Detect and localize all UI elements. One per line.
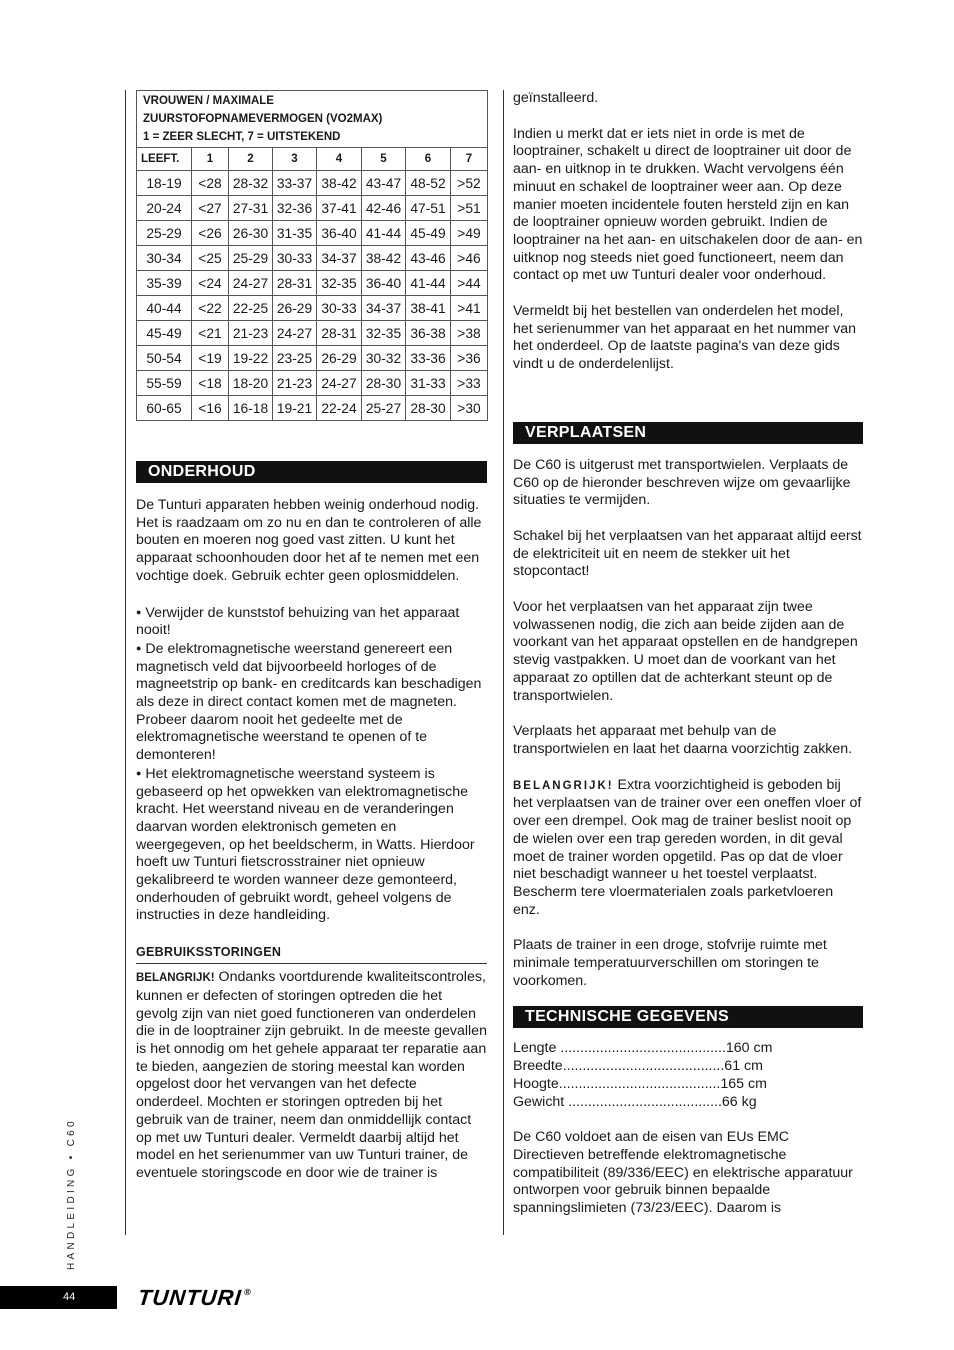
- value-cell: 30-33: [317, 296, 362, 321]
- column-divider-right: [503, 90, 504, 1235]
- onderhoud-intro-2: apparaat schoonhouden door het af te nemen met een vochtige doek. Gebruik echter geen oplosmiddelen.: [136, 550, 480, 584]
- value-cell: 47-51: [406, 196, 451, 221]
- verplaatsen-p1: De C60 is uitgerust met transportwielen. Verplaats de C60 op de hieronder beschreven wijze om gevaarlijke situaties te vermijden.: [513, 456, 851, 509]
- continued-text: geïnstalleerd.: [513, 90, 599, 106]
- value-cell: >33: [451, 371, 488, 396]
- value-cell: >49: [451, 221, 488, 246]
- value-cell: 34-37: [362, 296, 406, 321]
- verplaatsen-p2: Schakel bij het verplaatsen van het apparaat altijd eerst de elektriciteit uit en neem de stekker uit het stopcontact!: [513, 527, 862, 580]
- bullet-icon: ●: [136, 642, 142, 653]
- column-header: 1: [192, 148, 229, 171]
- value-cell: 31-35: [273, 221, 317, 246]
- value-cell: 41-44: [362, 221, 406, 246]
- table-header: VROUWEN / MAXIMALE ZUURSTOFOPNAMEVERMOGEN (VO2MAX) 1 = ZEER SLECHT, 7 = UITSTEKEND: [137, 91, 488, 148]
- column-header: 3: [273, 148, 317, 171]
- onderhoud-intro-1: De Tunturi apparaten hebben weinig onderhoud nodig. Het is raadzaam om zo nu en dan te controleren of alle bouten en moeren nog goed vast zitten. U kunt het: [136, 497, 482, 549]
- table-body: [137, 171, 488, 421]
- left-column: [136, 90, 487, 1183]
- value-cell: 23-25: [273, 346, 317, 371]
- verplaatsen-p5: BELANGRIJK! Extra voorzichtigheid is geboden bij het verplaatsen van de trainer over een oneffen vloer of over een drempel. Ook mag de trainer beslist nooit op de wielen over een trap gereden worden, in dit geval moet de trainer worden opgetild. Pas op dat de vloer niet beschadigt wanneer u het toestel verplaatst. Bescherm tere vloermaterialen zoals parketvloeren enz.: [513, 776, 862, 918]
- age-cell: 60-65: [137, 396, 192, 421]
- section-heading-gebruiksstoringen: GEBRUIKSSTORINGEN: [136, 945, 487, 964]
- table-row: [137, 246, 488, 271]
- table-row: [137, 196, 488, 221]
- value-cell: 41-44: [406, 271, 451, 296]
- bullet-item: ● De elektromagnetische weerstand genereert een magnetisch veld dat bijvoorbeeld horloges of de magneetstrip op bank- en creditcards kan beschadigen als deze in direct contact komen met de magneten. Probeer daarom nooit het gedeelte met de elektromagnetische weerstand te openen of te demonteren!: [136, 640, 482, 764]
- table-row: [137, 171, 488, 196]
- column-header: LEEFT.: [137, 148, 192, 171]
- section-heading-verplaatsen: VERPLAATSEN: [513, 422, 863, 444]
- value-cell: <27: [192, 196, 229, 221]
- value-cell: 38-41: [406, 296, 451, 321]
- value-cell: >30: [451, 396, 488, 421]
- value-cell: >46: [451, 246, 488, 271]
- value-cell: >38: [451, 321, 488, 346]
- important-label: BELANGRIJK!: [136, 972, 215, 985]
- age-cell: 50-54: [137, 346, 192, 371]
- section-heading-onderhoud: ONDERHOUD: [136, 461, 487, 483]
- value-cell: 22-24: [317, 396, 362, 421]
- bullet-item: ● Het elektromagnetische weerstand systeem is gebaseerd op het opwekken van elektromagnetische kracht. Het weerstand niveau en de veranderingen daarvan worden elektronisch gemeten en weergegeven, op het beeldscherm, in Watts. Hierdoor hoeft uw Tunturi fietscrosstrainer niet opnieuw gekalibreerd te worden wanneer deze gemonteerd, onderhouden of gebruikt wordt, geheel volgens de instructies in deze handleiding.: [136, 765, 475, 924]
- storingen-text: BELANGRIJK! Ondanks voortdurende kwaliteitscontroles, kunnen er defecten of storingen optreden die het gevolg zijn van niet goed functioneren van onderdelen die in de looptrainer zijn gebruikt. In de meeste gevallen is het onnodig om het gehele apparaat ter reparatie aan te bieden, aangezien de storing meestal kan worden opgelost door het vervangen van het defecte onderdeel. Mochten er storingen optreden bij het gebruik van de trainer, neem dan onmiddellijk contact op met uw Tunturi dealer. Vermeldt daarbij altijd het model en het serienummer van uw Tunturi trainer, de eventuele storingscode en door wie de trainer is: [136, 969, 487, 1181]
- value-cell: >36: [451, 346, 488, 371]
- spec-row: Hoogte.........................................165 cm: [513, 1075, 767, 1092]
- value-cell: <25: [192, 246, 229, 271]
- value-cell: 22-25: [229, 296, 273, 321]
- table-row: [137, 271, 488, 296]
- value-cell: 26-29: [317, 346, 362, 371]
- age-cell: 18-19: [137, 171, 192, 196]
- brand-logo: TUNTURI®: [136, 1285, 253, 1310]
- value-cell: <21: [192, 321, 229, 346]
- verplaatsen-p3: Voor het verplaatsen van het apparaat zijn twee volwassenen nodig, die zich aan beide zijden aan de voorkant van het apparaat opstellen en de handgrepen stevig vastpakken. U moet dan de voorkant van het apparaat zo optillen dat de achterkant steunt op de transportwielen.: [513, 599, 858, 704]
- value-cell: 28-31: [317, 321, 362, 346]
- value-cell: 33-37: [273, 171, 317, 196]
- value-cell: 36-38: [406, 321, 451, 346]
- value-cell: 38-42: [362, 246, 406, 271]
- value-cell: 32-35: [362, 321, 406, 346]
- value-cell: 16-18: [229, 396, 273, 421]
- column-header: 2: [229, 148, 273, 171]
- value-cell: 28-31: [273, 271, 317, 296]
- value-cell: >44: [451, 271, 488, 296]
- value-cell: 30-33: [273, 246, 317, 271]
- column-header: 6: [406, 148, 451, 171]
- column-header: 5: [362, 148, 406, 171]
- spec-list: [513, 1040, 863, 1111]
- bullet-item: ● Verwijder de kunststof behuizing van het apparaat nooit!: [136, 604, 460, 639]
- section-heading-technische-gegevens: TECHNISCHE GEGEVENS: [513, 1006, 863, 1028]
- value-cell: 21-23: [229, 321, 273, 346]
- table-row: [137, 221, 488, 246]
- value-cell: 26-29: [273, 296, 317, 321]
- storing-instructions: Indien u merkt dat er iets niet in orde is met de looptrainer, schakelt u direct de looptrainer uit door de aan- en uitknop in te drukken. Wacht vervolgens één minuut en schakel de looptrainer weer aan. Op deze manier moeten incidentele fouten hersteld zijn en kan de looptrainer opnieuw worden gebruikt. Indien de looptrainer na het aan- en uitschakelen door de aan- en uitknop nog steeds niet goed functioneert, neem dan contact op met uw Tunturi dealer voor onderhoud.: [513, 125, 863, 284]
- side-running-title: HANDLEIDING • C60: [66, 1118, 77, 1270]
- verplaatsen-p4: Verplaats het apparaat met behulp van de transportwielen en laat het daarna voorzichtig zakken.: [513, 723, 853, 757]
- table-row: [137, 396, 488, 421]
- value-cell: <24: [192, 271, 229, 296]
- age-cell: 25-29: [137, 221, 192, 246]
- value-cell: 31-33: [406, 371, 451, 396]
- value-cell: 18-20: [229, 371, 273, 396]
- table-row: [137, 371, 488, 396]
- page-number: 44: [63, 1291, 76, 1303]
- value-cell: 25-29: [229, 246, 273, 271]
- value-cell: 38-42: [317, 171, 362, 196]
- value-cell: 28-32: [229, 171, 273, 196]
- value-cell: <19: [192, 346, 229, 371]
- age-cell: 55-59: [137, 371, 192, 396]
- value-cell: >41: [451, 296, 488, 321]
- table-row: [137, 346, 488, 371]
- technisch-compliance: De C60 voldoet aan de eisen van EUs EMC Directieven betreffende elektromagnetische compatibiliteit (89/336/EEC) en elektrische apparatuur ontworpen voor gebruik binnen bepaalde spanningslimieten (73/23/EEC). Daarom is: [513, 1129, 853, 1217]
- value-cell: 43-47: [362, 171, 406, 196]
- spec-row: Breedte.........................................61 cm: [513, 1058, 763, 1075]
- value-cell: 48-52: [406, 171, 451, 196]
- value-cell: 32-35: [317, 271, 362, 296]
- age-cell: 30-34: [137, 246, 192, 271]
- value-cell: 32-36: [273, 196, 317, 221]
- right-column: [513, 90, 863, 1218]
- value-cell: <28: [192, 171, 229, 196]
- value-cell: 43-46: [406, 246, 451, 271]
- value-cell: >51: [451, 196, 488, 221]
- age-cell: 35-39: [137, 271, 192, 296]
- vo2max-table: [136, 90, 488, 421]
- column-divider-left: [125, 90, 126, 1235]
- value-cell: 45-49: [406, 221, 451, 246]
- value-cell: <26: [192, 221, 229, 246]
- value-cell: 28-30: [362, 371, 406, 396]
- age-cell: 40-44: [137, 296, 192, 321]
- value-cell: 37-41: [317, 196, 362, 221]
- value-cell: <16: [192, 396, 229, 421]
- table-row: [137, 296, 488, 321]
- value-cell: 36-40: [317, 221, 362, 246]
- registered-mark: ®: [243, 1287, 253, 1297]
- value-cell: 24-27: [317, 371, 362, 396]
- table-row: [137, 321, 488, 346]
- value-cell: 34-37: [317, 246, 362, 271]
- value-cell: <22: [192, 296, 229, 321]
- page-number-box: [0, 1286, 117, 1309]
- bullet-icon: ●: [136, 767, 142, 778]
- column-header: 7: [451, 148, 488, 171]
- verplaatsen-p6: Plaats de trainer in een droge, stofvrije ruimte met minimale temperatuurverschillen om storingen te voorkomen.: [513, 937, 827, 989]
- value-cell: 33-36: [406, 346, 451, 371]
- value-cell: 24-27: [273, 321, 317, 346]
- parts-ordering: Vermeldt bij het bestellen van onderdelen het model, het serienummer van het apparaat en het nummer van het onderdeel. Op de laatste pagina's van deze gids vindt u de onderdelenlijst.: [513, 303, 857, 373]
- value-cell: 19-21: [273, 396, 317, 421]
- column-header: 4: [317, 148, 362, 171]
- age-cell: 20-24: [137, 196, 192, 221]
- value-cell: 30-32: [362, 346, 406, 371]
- value-cell: 27-31: [229, 196, 273, 221]
- table-column-headers: [137, 148, 488, 171]
- value-cell: 21-23: [273, 371, 317, 396]
- spec-row: Lengte ..........................................160 cm: [513, 1040, 773, 1057]
- important-label: BELANGRIJK!: [513, 779, 614, 792]
- spec-row: Gewicht .......................................66 kg: [513, 1093, 757, 1110]
- value-cell: 26-30: [229, 221, 273, 246]
- value-cell: 42-46: [362, 196, 406, 221]
- age-cell: 45-49: [137, 321, 192, 346]
- value-cell: 19-22: [229, 346, 273, 371]
- bullet-icon: ●: [136, 606, 142, 617]
- value-cell: <18: [192, 371, 229, 396]
- value-cell: 25-27: [362, 396, 406, 421]
- value-cell: 28-30: [406, 396, 451, 421]
- value-cell: >52: [451, 171, 488, 196]
- value-cell: 24-27: [229, 271, 273, 296]
- value-cell: 36-40: [362, 271, 406, 296]
